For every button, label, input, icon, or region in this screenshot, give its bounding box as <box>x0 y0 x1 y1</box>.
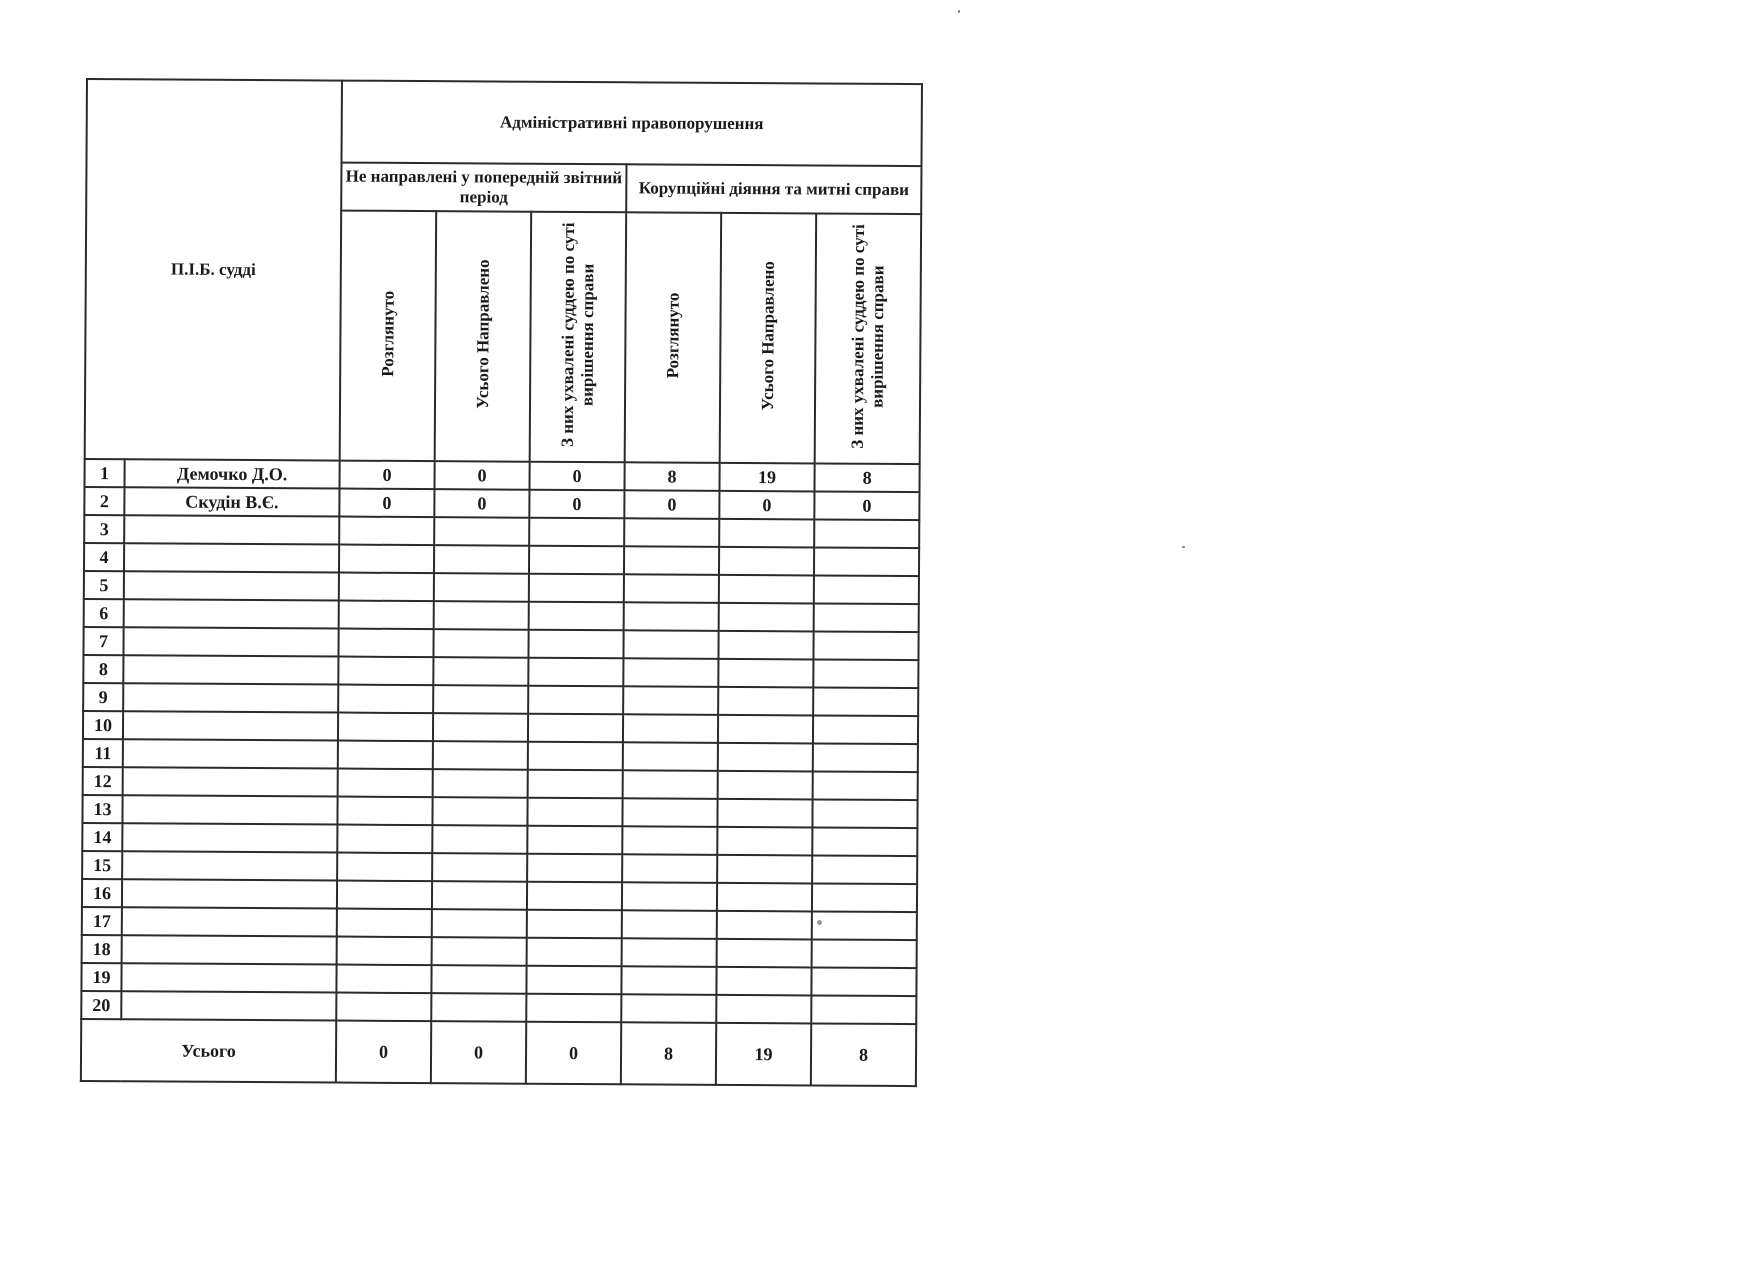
value-cell <box>623 770 718 799</box>
value-cell <box>527 798 622 827</box>
value-cell <box>811 995 916 1024</box>
column-header: Усього Направлено <box>435 211 532 462</box>
value-cell <box>338 685 433 714</box>
value-cell <box>337 881 432 910</box>
value-cell <box>432 825 527 854</box>
judge-name-cell <box>121 991 336 1020</box>
value-cell <box>337 797 432 826</box>
value-cell <box>527 910 622 939</box>
value-cell <box>718 687 813 716</box>
value-cell <box>528 714 623 743</box>
value-cell <box>432 853 527 882</box>
value-cell <box>528 686 623 715</box>
value-cell <box>812 939 917 968</box>
row-number: 11 <box>83 739 123 767</box>
subgroup-header-corruption: Корупційні діяння та митні справи <box>626 164 921 214</box>
judge-name-cell <box>123 627 338 656</box>
value-cell <box>717 799 812 828</box>
total-label: Усього <box>81 1019 336 1083</box>
value-cell: 8 <box>625 462 720 491</box>
judge-name-cell <box>124 543 339 572</box>
value-cell: 0 <box>814 491 919 520</box>
value-cell: 0 <box>529 490 624 519</box>
value-cell <box>338 657 433 686</box>
value-cell <box>434 517 529 546</box>
value-cell: 0 <box>339 489 434 518</box>
judge-name-cell <box>123 683 338 712</box>
scan-speck <box>817 920 822 925</box>
judge-name-cell <box>124 599 339 628</box>
value-cell <box>717 939 812 968</box>
value-cell <box>812 855 917 884</box>
total-value-cell: 8 <box>621 1022 716 1085</box>
value-cell <box>529 546 624 575</box>
row-number: 4 <box>84 543 124 571</box>
value-cell <box>622 826 717 855</box>
value-cell <box>718 659 813 688</box>
value-cell: 8 <box>815 463 920 492</box>
value-cell <box>432 797 527 826</box>
value-cell <box>813 659 918 688</box>
row-number: 7 <box>83 627 123 655</box>
value-cell <box>814 603 919 632</box>
value-cell <box>813 771 918 800</box>
value-cell <box>812 799 917 828</box>
value-cell <box>339 601 434 630</box>
judge-name-cell <box>122 851 337 880</box>
column-header: Розглянуто <box>340 211 437 462</box>
value-cell <box>433 629 528 658</box>
value-cell: 0 <box>719 491 814 520</box>
value-cell <box>719 547 814 576</box>
value-cell <box>623 714 718 743</box>
value-cell <box>337 909 432 938</box>
scan-speck <box>1182 546 1185 548</box>
column-header: З них ухвалені суддею по суті вирішення справи <box>530 212 627 463</box>
value-cell <box>433 657 528 686</box>
value-cell <box>337 825 432 854</box>
value-cell <box>811 967 916 996</box>
scan-speck <box>958 10 960 13</box>
row-number: 8 <box>83 655 123 683</box>
row-number: 2 <box>84 487 124 515</box>
value-cell <box>336 993 431 1022</box>
value-cell <box>813 743 918 772</box>
row-number: 14 <box>82 823 122 851</box>
value-cell <box>527 826 622 855</box>
value-cell <box>719 519 814 548</box>
row-number: 1 <box>85 459 125 487</box>
value-cell <box>434 601 529 630</box>
value-cell: 0 <box>340 461 435 490</box>
value-cell <box>337 937 432 966</box>
value-cell <box>528 770 623 799</box>
row-number: 9 <box>83 683 123 711</box>
value-cell <box>527 938 622 967</box>
row-number: 18 <box>82 935 122 963</box>
admin-offenses-header: Адміністративні правопорушення <box>342 81 923 167</box>
value-cell <box>718 771 813 800</box>
value-cell <box>622 938 717 967</box>
value-cell <box>529 602 624 631</box>
value-cell <box>527 882 622 911</box>
row-number: 6 <box>84 599 124 627</box>
value-cell <box>431 993 526 1022</box>
value-cell <box>812 827 917 856</box>
value-cell <box>433 741 528 770</box>
row-number: 3 <box>84 515 124 543</box>
judge-name-cell <box>123 739 338 768</box>
total-value-cell: 0 <box>336 1021 431 1084</box>
value-cell <box>814 547 919 576</box>
total-value-cell: 8 <box>811 1023 916 1086</box>
row-number: 16 <box>82 879 122 907</box>
value-cell <box>717 855 812 884</box>
value-cell <box>528 658 623 687</box>
value-cell <box>813 715 918 744</box>
column-header: Розглянуто <box>625 212 722 463</box>
value-cell <box>624 546 719 575</box>
judge-name-cell <box>122 823 337 852</box>
total-row <box>81 1019 916 1086</box>
value-cell <box>813 687 918 716</box>
total-value-cell: 0 <box>526 1022 621 1085</box>
value-cell <box>337 853 432 882</box>
judge-name-cell <box>122 935 337 964</box>
value-cell <box>812 911 917 940</box>
value-cell <box>621 994 716 1023</box>
value-cell <box>621 966 716 995</box>
value-cell <box>717 827 812 856</box>
value-cell <box>432 881 527 910</box>
value-cell <box>338 769 433 798</box>
judge-name-cell <box>124 571 339 600</box>
column-header: З них ухвалені суддею по суті вирішення справи <box>815 213 922 464</box>
value-cell <box>814 519 919 548</box>
value-cell <box>622 854 717 883</box>
value-cell <box>716 967 811 996</box>
judge-name-cell <box>123 767 338 796</box>
value-cell <box>528 742 623 771</box>
value-cell: 19 <box>720 463 815 492</box>
row-number: 20 <box>81 991 121 1019</box>
judge-name-header: П.І.Б. судді <box>85 79 342 461</box>
value-cell <box>718 715 813 744</box>
judge-name-cell: Скудін В.Є. <box>124 487 339 516</box>
value-cell <box>339 517 434 546</box>
value-cell: 0 <box>434 489 529 518</box>
value-cell <box>526 966 621 995</box>
judge-name-cell: Демочко Д.О. <box>125 459 340 488</box>
value-cell <box>717 911 812 940</box>
value-cell <box>624 518 719 547</box>
judge-name-cell <box>124 515 339 544</box>
judge-name-cell <box>122 795 337 824</box>
value-cell <box>719 603 814 632</box>
value-cell <box>718 743 813 772</box>
value-cell <box>432 909 527 938</box>
value-cell <box>622 910 717 939</box>
value-cell <box>434 545 529 574</box>
value-cell <box>814 575 919 604</box>
value-cell <box>336 965 431 994</box>
value-cell <box>338 713 433 742</box>
value-cell <box>622 882 717 911</box>
judge-name-cell <box>122 879 337 908</box>
value-cell <box>338 629 433 658</box>
row-number: 13 <box>82 795 122 823</box>
value-cell <box>622 798 717 827</box>
row-number: 10 <box>83 711 123 739</box>
value-cell <box>623 658 718 687</box>
value-cell <box>433 713 528 742</box>
total-value-cell: 0 <box>431 1021 526 1084</box>
total-value-cell: 19 <box>716 1023 811 1086</box>
value-cell: 0 <box>435 461 530 490</box>
value-cell <box>623 742 718 771</box>
value-cell <box>813 631 918 660</box>
subgroup-header-not-sent: Не направлені у попередній звітний період <box>341 163 626 213</box>
value-cell <box>528 630 623 659</box>
value-cell: 0 <box>624 490 719 519</box>
judge-name-cell <box>123 655 338 684</box>
value-cell <box>339 545 434 574</box>
value-cell <box>431 965 526 994</box>
value-cell <box>526 994 621 1023</box>
value-cell <box>624 602 719 631</box>
row-number: 15 <box>82 851 122 879</box>
value-cell <box>812 883 917 912</box>
column-header: Усього Направлено <box>720 213 817 464</box>
row-number: 5 <box>84 571 124 599</box>
row-number: 17 <box>82 907 122 935</box>
value-cell <box>624 574 719 603</box>
value-cell <box>529 574 624 603</box>
report-sheet <box>80 78 923 1087</box>
value-cell <box>338 741 433 770</box>
row-number: 19 <box>81 963 121 991</box>
row-number: 12 <box>83 767 123 795</box>
value-cell <box>623 686 718 715</box>
value-cell: 0 <box>530 462 625 491</box>
value-cell <box>623 630 718 659</box>
value-cell <box>433 685 528 714</box>
value-cell <box>718 631 813 660</box>
value-cell <box>719 575 814 604</box>
report-table <box>80 78 923 1087</box>
judge-name-cell <box>122 907 337 936</box>
value-cell <box>432 937 527 966</box>
judge-name-cell <box>121 963 336 992</box>
value-cell <box>529 518 624 547</box>
value-cell <box>433 769 528 798</box>
value-cell <box>339 573 434 602</box>
value-cell <box>717 883 812 912</box>
value-cell <box>716 995 811 1024</box>
judge-name-cell <box>123 711 338 740</box>
value-cell <box>434 573 529 602</box>
value-cell <box>527 854 622 883</box>
